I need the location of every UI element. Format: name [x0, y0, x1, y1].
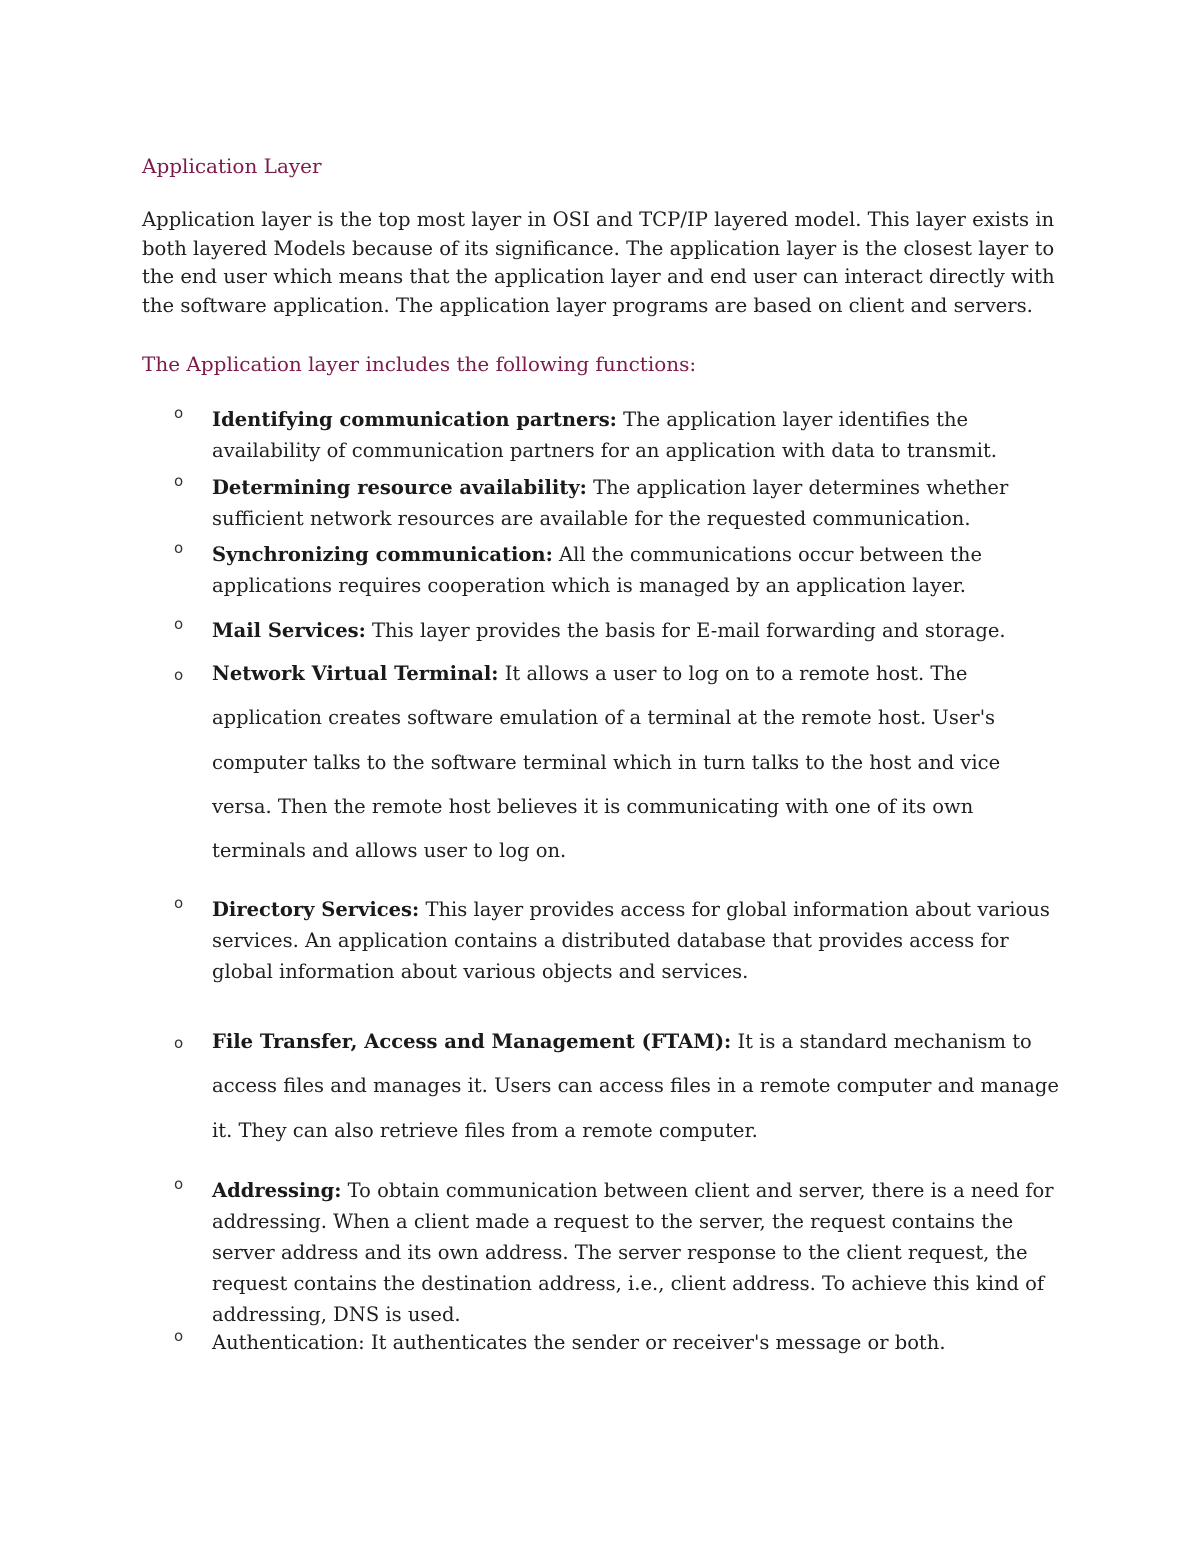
list-item-body: The application layer determines whether sufficient network resources are available for the requested communication.	[212, 476, 1009, 530]
list-item-term: File Transfer, Access and Management (FTAM):	[212, 1030, 732, 1053]
list-item-text	[212, 404, 1062, 466]
intro-paragraph: Application layer is the top most layer in OSI and TCP/IP layered model. This layer exists in both layered Models because of its significance. The application layer is the closest layer to the end user which means that the application layer and end user can interact directly with the software application. The application layer programs are based on client and servers.	[142, 208, 1055, 318]
list-item-synchronizing	[174, 539, 1062, 601]
bullet-icon: o	[174, 1327, 184, 1345]
list-item-body: This layer provides access for global information about various services. An application contains a distributed database that provides access for global information about various objects and services.	[212, 898, 1050, 983]
list-item-body: To obtain communication between client and server, there is a need for addressing. When a client made a request to the server, the request contains the server address and its own address. The server response to the client request, the request contains the destination address, i.e., client address. To achieve this kind of addressing, DNS is used.	[212, 1179, 1054, 1326]
list-item-body: Authentication: It authenticates the sender or receiver's message or both.	[212, 1331, 946, 1354]
list-item-text	[212, 539, 1062, 601]
list-item-identifying-partners	[174, 404, 1062, 466]
bullet-icon: o	[174, 404, 184, 422]
list-item-directory-services	[174, 894, 1062, 987]
list-item-term: Addressing:	[212, 1179, 342, 1202]
list-item-text	[212, 1175, 1062, 1330]
list-item-text	[212, 1020, 1062, 1153]
list-item-mail-services	[174, 615, 1062, 646]
bullet-icon: o	[174, 666, 184, 684]
list-item-body: It is a standard mechanism to access files and manages it. Users can access files in a remote computer and manage it. They can also retrieve files from a remote computer.	[212, 1030, 1059, 1142]
bullet-icon: o	[174, 1175, 184, 1193]
list-item-body: It allows a user to log on to a remote host. The application creates software emulation of a terminal at the remote host. User's computer talks to the software terminal which in turn talks to the host and vice versa. Then the remote host believes it is communicating with one of its own terminals and allows user to log on.	[212, 662, 1001, 863]
list-item-authentication	[174, 1327, 1062, 1358]
list-item-network-virtual-terminal	[174, 652, 1062, 873]
functions-heading: The Application layer includes the following functions:	[142, 352, 697, 376]
list-item-text	[212, 615, 1062, 646]
list-item-term: Network Virtual Terminal:	[212, 662, 499, 685]
list-item-term: Identifying communication partners:	[212, 408, 617, 431]
bullet-icon: o	[174, 1034, 184, 1052]
bullet-icon: o	[174, 539, 184, 557]
list-item-body: All the communications occur between the applications requires cooperation which is managed by an application layer.	[212, 543, 983, 597]
list-item-term: Mail Services:	[212, 619, 366, 642]
list-item-resource-availability	[174, 472, 1062, 534]
list-item-text	[212, 652, 1062, 873]
list-item-body: The application layer identifies the availability of communication partners for an application with data to transmit.	[212, 408, 997, 462]
list-item-term: Synchronizing communication:	[212, 543, 553, 566]
bullet-icon: o	[174, 615, 184, 633]
list-item-text	[212, 1327, 1062, 1358]
list-item-addressing	[174, 1175, 1062, 1330]
list-item-ftam	[174, 1020, 1062, 1153]
page-title: Application Layer	[142, 154, 322, 178]
list-item-text	[212, 894, 1062, 987]
list-item-term: Directory Services:	[212, 898, 420, 921]
list-item-body: This layer provides the basis for E-mail forwarding and storage.	[365, 619, 1006, 642]
bullet-icon: o	[174, 894, 184, 912]
bullet-icon: o	[174, 472, 184, 490]
list-item-term: Determining resource availability:	[212, 476, 587, 499]
list-item-text	[212, 472, 1062, 534]
